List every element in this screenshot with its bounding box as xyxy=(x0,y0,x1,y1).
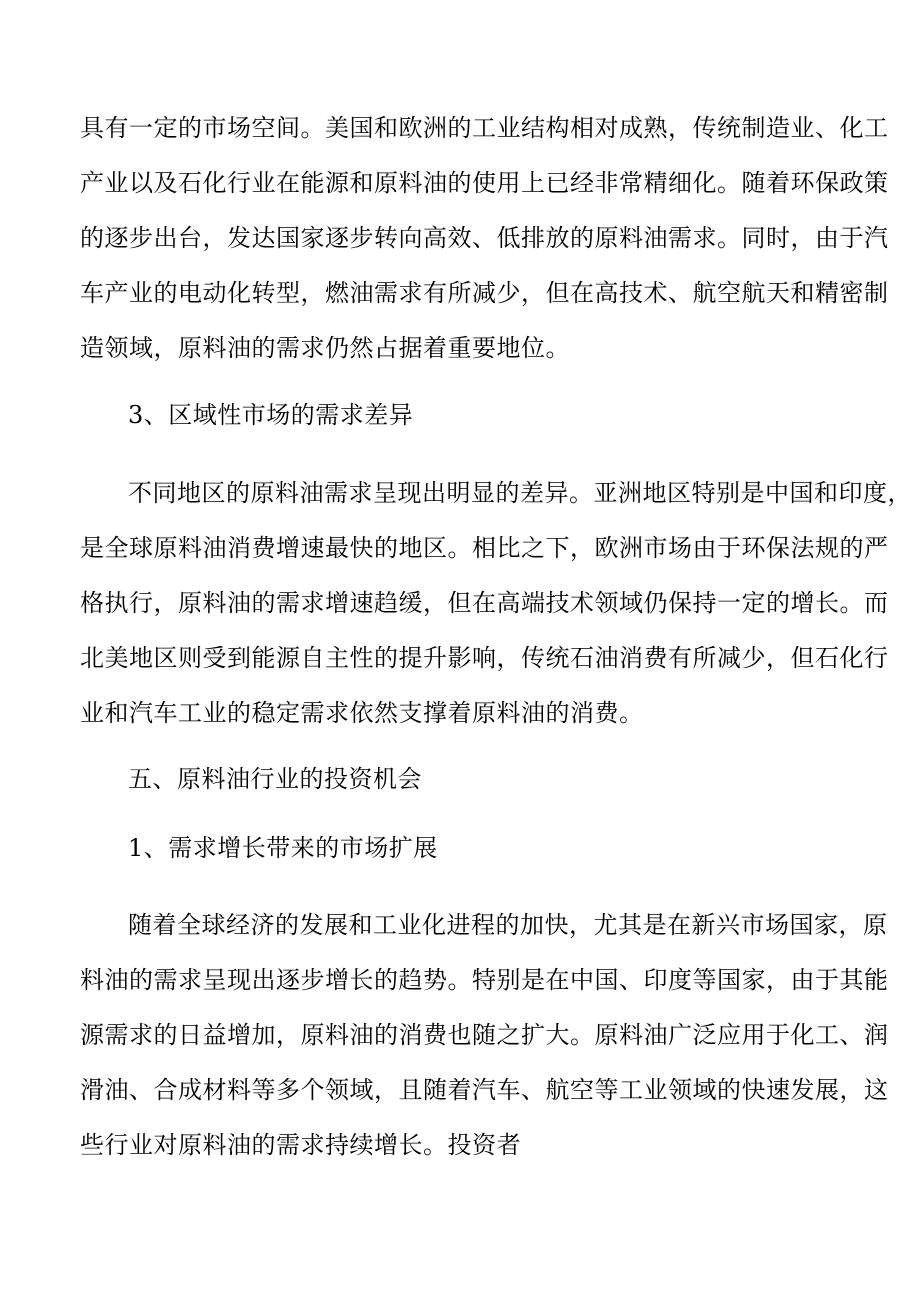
text-line: 造领域，原料油的需求仍然占据着重要地位。 xyxy=(80,334,570,362)
text-line: 源需求的日益增加，原料油的消费也随之扩大。原料油广泛应用于化工、润 xyxy=(80,1021,889,1049)
heading-text: 1、需求增长带来的市场扩展 xyxy=(128,834,438,862)
paragraph-market-space xyxy=(80,101,889,376)
section-heading-demand-growth xyxy=(80,821,842,876)
text-line: 产业以及石化行业在能源和原料油的使用上已经非常精细化。随着环保政策 xyxy=(80,169,889,197)
text-line: 的逐步出台，发达国家逐步转向高效、低排放的原料油需求。同时，由于汽 xyxy=(80,224,889,252)
heading-text: 3、区域性市场的需求差异 xyxy=(128,401,414,429)
paragraph-regional-differences xyxy=(80,466,912,741)
text-line: 料油的需求呈现出逐步增长的趋势。特别是在中国、印度等国家，由于其能 xyxy=(80,966,889,994)
chapter-heading-investment-opportunities xyxy=(80,752,842,807)
text-line: 不同地区的原料油需求呈现出明显的差异。亚洲地区特别是中国和印度， xyxy=(128,479,912,507)
text-line: 滑油、合成材料等多个领域，且随着汽车、航空等工业领域的快速发展，这 xyxy=(80,1076,889,1104)
text-line: 些行业对原料油的需求持续增长。投资者 xyxy=(80,1131,521,1159)
text-line: 具有一定的市场空间。美国和欧洲的工业结构相对成熟，传统制造业、化工 xyxy=(80,114,889,142)
paragraph-market-expansion xyxy=(80,898,889,1173)
text-line: 随着全球经济的发展和工业化进程的加快，尤其是在新兴市场国家，原 xyxy=(128,911,888,939)
section-heading-regional-demand xyxy=(80,388,842,443)
text-line: 格执行，原料油的需求增速趋缓，但在高端技术领域仍保持一定的增长。而 xyxy=(80,589,889,617)
text-line: 车产业的电动化转型，燃油需求有所减少，但在高技术、航空航天和精密制 xyxy=(80,279,889,307)
text-line: 是全球原料油消费增速最快的地区。相比之下，欧洲市场由于环保法规的严 xyxy=(80,534,889,562)
text-line: 北美地区则受到能源自主性的提升影响，传统石油消费有所减少，但石化行 xyxy=(80,644,889,672)
text-line: 业和汽车工业的稳定需求依然支撑着原料油的消费。 xyxy=(80,699,644,727)
heading-text: 五、原料油行业的投资机会 xyxy=(128,765,422,793)
